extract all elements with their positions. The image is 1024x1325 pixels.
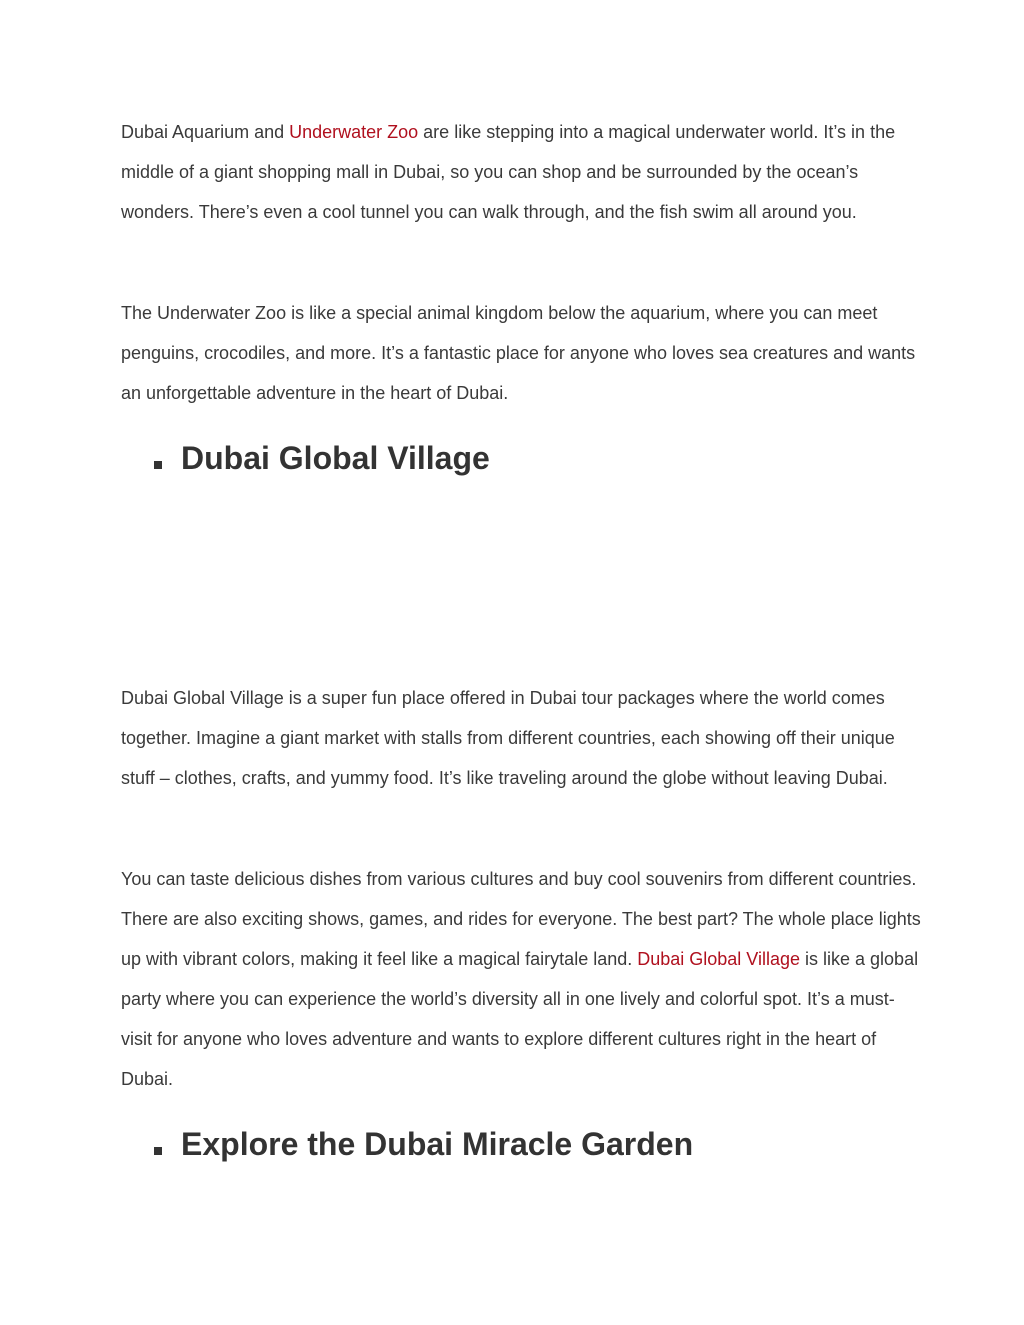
dubai-global-village-link[interactable]: Dubai Global Village (637, 949, 801, 969)
paragraph-dubai-aquarium (121, 112, 921, 232)
paragraph-text: is like a global party where you can experience the world’s diversity all in one lively and colorful spot. It’s a must-visit for anyone who loves adventure and wants to explore different cultures right in the heart of Dubai. (121, 949, 919, 1089)
section-heading-global-village (121, 440, 490, 477)
paragraph-global-village-details (121, 859, 921, 1099)
square-bullet-icon (154, 461, 162, 469)
underwater-zoo-link[interactable]: Underwater Zoo (289, 122, 419, 142)
heading-text: Explore the Dubai Miracle Garden (181, 1126, 694, 1162)
paragraph-text: Dubai Aquarium and (121, 122, 290, 142)
square-bullet-icon (154, 1147, 162, 1155)
section-heading-miracle-garden (121, 1126, 693, 1163)
paragraph-text: You can taste delicious dishes from various cultures and buy cool souvenirs from different countries. There are also exciting shows, games, and rides for everyone. The best part? The whole place lights up with vibrant colors, making it feel like a magical fairytale land. (121, 869, 921, 969)
paragraph-global-village-intro: Dubai Global Village is a super fun place offered in Dubai tour packages where the world comes together. Imagine a giant market with stalls from different countries, each showing off their unique stuff – clothes, crafts, and yummy food. It’s like traveling around the globe without leaving Dubai. (121, 688, 895, 788)
paragraph-underwater-zoo: The Underwater Zoo is like a special animal kingdom below the aquarium, where you can meet penguins, crocodiles, and more. It’s a fantastic place for anyone who loves sea creatures and wants an unforgettable adventure in the heart of Dubai. (121, 303, 916, 403)
paragraph-text: are like stepping into a magical underwater world. It’s in the middle of a giant shopping mall in Dubai, so you can shop and be surrounded by the ocean’s wonders. There’s even a cool tunnel you can walk through, and the fish swim all around you. (121, 122, 896, 222)
heading-text: Dubai Global Village (181, 440, 490, 476)
